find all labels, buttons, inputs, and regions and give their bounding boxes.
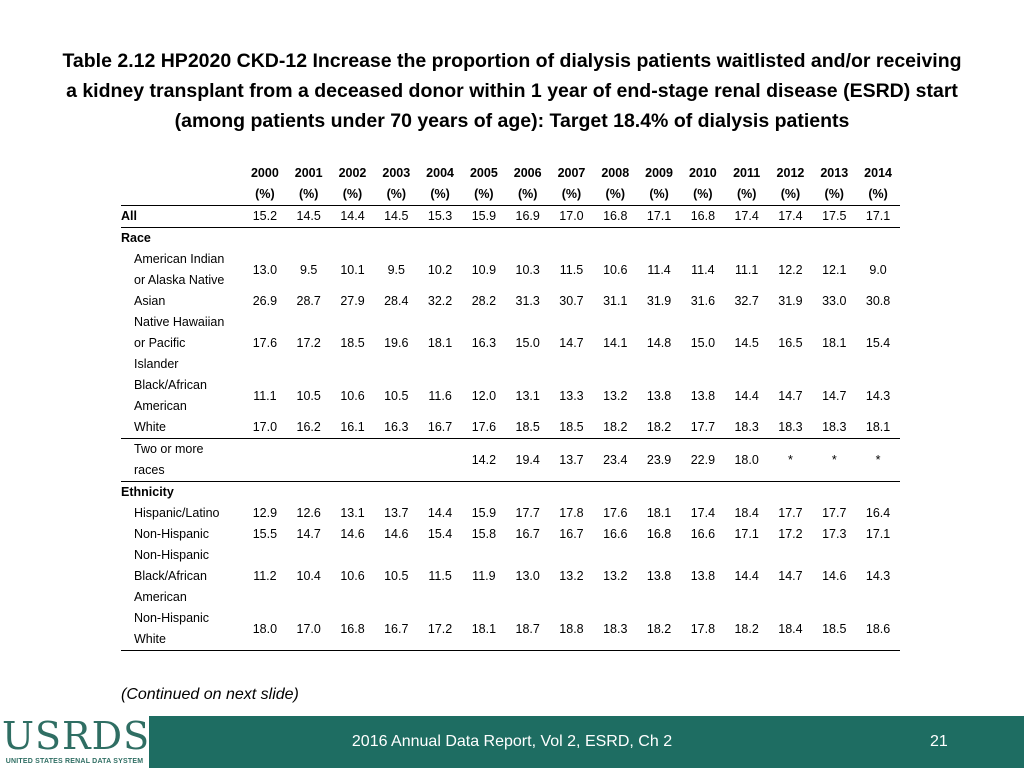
value-cell: 14.4 <box>734 569 759 583</box>
value-cell: 31.3 <box>515 294 540 308</box>
year-header: 2003 <box>382 166 411 180</box>
table-row <box>121 439 900 482</box>
value-cell: * <box>812 439 856 482</box>
year-header: 2009 <box>645 166 673 180</box>
unit-header: (%) <box>462 184 506 206</box>
logo-subtitle: UNITED STATES RENAL DATA SYSTEM <box>5 758 144 765</box>
value-cell: 15.4 <box>865 336 891 350</box>
row-label: American Indian or Alaska Native <box>134 252 225 287</box>
year-header: 2005 <box>469 166 498 180</box>
year-header: 2014 <box>864 166 892 180</box>
value-cell: 14.5 <box>374 206 418 228</box>
value-cell: 10.5 <box>384 569 409 583</box>
value-cell: 18.3 <box>769 417 813 439</box>
value-cell: 15.3 <box>418 206 462 228</box>
value-cell: 28.2 <box>471 294 497 308</box>
row-label: Non-Hispanic <box>134 527 210 541</box>
value-cell: 11.4 <box>691 262 715 277</box>
table-row <box>121 482 900 504</box>
value-cell: 14.6 <box>822 569 847 583</box>
year-header: 2000 <box>250 166 279 180</box>
value-cell: 18.3 <box>593 608 637 651</box>
value-cell <box>331 439 375 482</box>
year-header: 2002 <box>338 166 367 180</box>
value-cell <box>287 439 331 482</box>
value-cell: 14.7 <box>778 388 803 403</box>
table-row <box>121 312 900 375</box>
value-cell <box>243 439 287 482</box>
value-cell: 13.7 <box>384 506 409 520</box>
value-cell: 12.0 <box>471 388 497 403</box>
unit-header: (%) <box>637 184 681 206</box>
value-cell: 14.3 <box>865 569 891 583</box>
row-label: White <box>121 417 243 439</box>
unit-header: (%) <box>287 184 331 206</box>
value-cell: 10.5 <box>296 388 321 403</box>
row-label: Native Hawaiian or Pacific Islander <box>134 315 225 371</box>
value-cell: 14.6 <box>384 527 409 541</box>
value-cell: 19.4 <box>506 439 550 482</box>
value-cell: 13.2 <box>603 569 628 583</box>
value-cell: 17.1 <box>734 527 759 541</box>
value-cell: 31.6 <box>690 294 716 308</box>
value-cell: 32.7 <box>734 294 759 308</box>
value-cell: 17.1 <box>856 206 900 228</box>
table-row <box>121 524 900 545</box>
value-cell: 10.6 <box>340 569 365 583</box>
value-cell: * <box>856 439 900 482</box>
value-cell: 18.5 <box>506 417 550 439</box>
value-cell: 31.1 <box>603 294 628 308</box>
table-body <box>121 206 900 651</box>
value-cell: 16.7 <box>515 527 540 541</box>
row-label: Non-Hispanic White <box>121 608 243 651</box>
value-cell: 16.7 <box>559 527 584 541</box>
row-label: Asian <box>134 294 166 308</box>
value-cell: 14.7 <box>822 388 847 403</box>
value-cell: 32.2 <box>427 294 453 308</box>
unit-header: (%) <box>725 184 769 206</box>
value-cell: 17.4 <box>769 206 813 228</box>
value-cell: 18.5 <box>812 608 856 651</box>
continued-note: (Continued on next slide) <box>121 686 299 703</box>
year-header: 2008 <box>601 166 630 180</box>
value-cell: 9.5 <box>300 262 318 277</box>
value-cell: 13.7 <box>550 439 594 482</box>
value-cell: 17.4 <box>725 206 769 228</box>
value-cell: 11.4 <box>647 262 671 277</box>
value-cell: 17.7 <box>778 506 803 520</box>
value-cell: 14.5 <box>287 206 331 228</box>
value-cell: 13.3 <box>559 388 584 403</box>
unit-header: (%) <box>681 184 725 206</box>
value-cell: 10.2 <box>427 262 453 277</box>
value-cell: 18.5 <box>550 417 594 439</box>
value-cell: 28.7 <box>296 294 321 308</box>
value-cell: 9.0 <box>869 262 887 277</box>
unit-header: (%) <box>374 184 418 206</box>
year-header-row <box>121 163 900 184</box>
value-cell: 14.4 <box>734 388 759 403</box>
value-cell: 13.8 <box>646 569 672 583</box>
value-cell: 16.7 <box>418 417 462 439</box>
page-number: 21 <box>930 733 948 750</box>
value-cell: 13.2 <box>603 388 628 403</box>
year-header: 2010 <box>688 166 717 180</box>
value-cell: 31.9 <box>646 294 672 308</box>
value-cell: 30.7 <box>559 294 584 308</box>
corner-cell <box>121 184 243 206</box>
value-cell: * <box>769 439 813 482</box>
value-cell: 16.8 <box>681 206 725 228</box>
year-header: 2007 <box>557 166 586 180</box>
unit-header: (%) <box>506 184 550 206</box>
value-cell: 14.7 <box>778 569 803 583</box>
value-cell: 17.5 <box>812 206 856 228</box>
value-cell: 27.9 <box>340 294 365 308</box>
table-row <box>121 249 900 291</box>
value-cell: 13.1 <box>340 506 365 520</box>
data-table <box>121 163 900 651</box>
value-cell: 19.6 <box>384 336 409 350</box>
value-cell: 23.4 <box>593 439 637 482</box>
value-cell: 17.7 <box>822 506 847 520</box>
value-cell: 18.2 <box>637 417 681 439</box>
year-header: 2012 <box>776 166 805 180</box>
table-row <box>121 291 900 312</box>
value-cell: 12.1 <box>822 262 847 277</box>
value-cell: 16.3 <box>374 417 418 439</box>
unit-header: (%) <box>331 184 375 206</box>
table-row <box>121 608 900 651</box>
value-cell: 18.2 <box>593 417 637 439</box>
value-cell: 14.8 <box>646 336 672 350</box>
value-cell: 11.1 <box>734 262 759 277</box>
row-label: All <box>121 206 243 228</box>
table-row <box>121 545 900 608</box>
table-row <box>121 228 900 250</box>
row-label: Two or more races <box>121 439 243 482</box>
value-cell: 16.8 <box>593 206 637 228</box>
value-cell: 18.1 <box>646 506 672 520</box>
value-cell: 11.5 <box>428 569 452 583</box>
value-cell: 16.3 <box>471 336 497 350</box>
value-cell: 10.4 <box>296 569 321 583</box>
value-cell: 31.9 <box>778 294 803 308</box>
value-cell: 17.6 <box>603 506 628 520</box>
unit-header: (%) <box>418 184 462 206</box>
value-cell: 18.2 <box>725 608 769 651</box>
value-cell: 30.8 <box>865 294 891 308</box>
value-cell: 18.1 <box>462 608 506 651</box>
value-cell: 12.9 <box>252 506 278 520</box>
unit-header: (%) <box>243 184 287 206</box>
value-cell: 17.7 <box>681 417 725 439</box>
value-cell: 18.3 <box>725 417 769 439</box>
title-line-3: (among patients under 70 years of age): Target 18.4% of dialysis patients <box>174 110 850 132</box>
value-cell: 13.8 <box>690 569 716 583</box>
value-cell: 17.0 <box>550 206 594 228</box>
value-cell: 14.4 <box>331 206 375 228</box>
usrds-logo <box>0 714 149 768</box>
value-cell: 18.1 <box>427 336 453 350</box>
value-cell: 16.6 <box>690 527 716 541</box>
value-cell: 12.2 <box>778 262 803 277</box>
year-header: 2006 <box>513 166 542 180</box>
logo-wordmark: USRDS <box>2 714 151 758</box>
value-cell: 18.2 <box>637 608 681 651</box>
value-cell: 18.0 <box>243 608 287 651</box>
unit-header: (%) <box>812 184 856 206</box>
value-cell: 18.5 <box>340 336 365 350</box>
value-cell: 15.0 <box>515 336 540 350</box>
value-cell: 17.4 <box>690 506 716 520</box>
value-cell: 17.1 <box>865 527 891 541</box>
value-cell: 15.8 <box>471 527 497 541</box>
value-cell: 18.4 <box>734 506 759 520</box>
value-cell: 10.1 <box>340 262 365 277</box>
value-cell: 13.2 <box>559 569 584 583</box>
unit-header: (%) <box>769 184 813 206</box>
value-cell: 10.3 <box>515 262 540 277</box>
value-cell: 18.4 <box>769 608 813 651</box>
year-header: 2013 <box>820 166 849 180</box>
value-cell: 18.1 <box>822 336 847 350</box>
value-cell: 18.3 <box>812 417 856 439</box>
value-cell: 18.8 <box>550 608 594 651</box>
value-cell: 15.4 <box>427 527 453 541</box>
table-row <box>121 503 900 524</box>
unit-header: (%) <box>593 184 637 206</box>
slide-title <box>0 46 1024 136</box>
value-cell: 17.2 <box>418 608 462 651</box>
unit-header: (%) <box>856 184 900 206</box>
value-cell: 17.3 <box>822 527 847 541</box>
row-label: Black/African American <box>134 378 207 413</box>
value-cell: 16.8 <box>646 527 672 541</box>
footer-bar <box>0 716 1024 768</box>
value-cell: 10.9 <box>471 262 497 277</box>
value-cell: 26.9 <box>252 294 278 308</box>
table-row <box>121 206 900 228</box>
value-cell: 33.0 <box>822 294 847 308</box>
value-cell: 17.8 <box>559 506 584 520</box>
value-cell: 16.6 <box>603 527 628 541</box>
value-cell: 13.0 <box>515 569 540 583</box>
value-cell: 11.6 <box>428 388 452 403</box>
value-cell: 10.6 <box>603 262 628 277</box>
value-cell: 14.4 <box>427 506 453 520</box>
unit-header-row <box>121 184 900 206</box>
value-cell: 12.6 <box>296 506 321 520</box>
value-cell: 14.2 <box>462 439 506 482</box>
value-cell: 15.0 <box>690 336 716 350</box>
value-cell: 16.8 <box>331 608 375 651</box>
value-cell: 17.6 <box>462 417 506 439</box>
value-cell: 13.1 <box>515 388 540 403</box>
value-cell: 11.1 <box>253 388 277 403</box>
value-cell: 14.3 <box>865 388 891 403</box>
title-line-1: Table 2.12 HP2020 CKD-12 Increase the proportion of dialysis patients waitlisted and/or receiving <box>62 50 962 72</box>
corner-cell <box>121 163 243 184</box>
value-cell: 11.9 <box>472 569 496 583</box>
row-label: Hispanic/Latino <box>134 506 220 520</box>
value-cell: 16.5 <box>778 336 803 350</box>
value-cell: 17.7 <box>515 506 540 520</box>
year-header: 2004 <box>426 166 454 180</box>
value-cell <box>374 439 418 482</box>
value-cell: 17.0 <box>287 608 331 651</box>
value-cell: 16.1 <box>331 417 375 439</box>
value-cell: 16.7 <box>374 608 418 651</box>
value-cell: 16.4 <box>865 506 891 520</box>
value-cell: 13.8 <box>646 388 672 403</box>
value-cell: 15.9 <box>462 206 506 228</box>
unit-header: (%) <box>550 184 594 206</box>
value-cell: 18.7 <box>506 608 550 651</box>
row-label: Non-Hispanic Black/African American <box>134 548 210 604</box>
value-cell <box>418 439 462 482</box>
value-cell: 15.9 <box>471 506 497 520</box>
value-cell: 17.2 <box>296 336 321 350</box>
value-cell: 10.6 <box>340 388 365 403</box>
section-header: Ethnicity <box>121 485 174 499</box>
report-title: 2016 Annual Data Report, Vol 2, ESRD, Ch 2 <box>351 733 673 750</box>
table-row <box>121 375 900 417</box>
value-cell: 11.5 <box>559 262 584 277</box>
value-cell: 23.9 <box>637 439 681 482</box>
title-line-2: a kidney transplant from a deceased donor within 1 year of end-stage renal disease (ESRD) start <box>66 80 958 102</box>
value-cell: 17.1 <box>637 206 681 228</box>
section-header: Race <box>121 231 151 245</box>
value-cell: 14.7 <box>559 336 584 350</box>
value-cell: 17.2 <box>778 527 803 541</box>
value-cell: 28.4 <box>384 294 409 308</box>
value-cell: 13.8 <box>690 388 716 403</box>
value-cell: 18.6 <box>856 608 900 651</box>
table-row <box>121 417 900 439</box>
value-cell: 18.1 <box>856 417 900 439</box>
value-cell: 14.7 <box>296 527 321 541</box>
value-cell: 17.8 <box>681 608 725 651</box>
value-cell: 16.9 <box>506 206 550 228</box>
value-cell: 14.1 <box>603 336 628 350</box>
value-cell: 15.5 <box>252 527 278 541</box>
value-cell: 15.2 <box>243 206 287 228</box>
value-cell: 18.0 <box>725 439 769 482</box>
value-cell: 16.2 <box>287 417 331 439</box>
value-cell: 22.9 <box>681 439 725 482</box>
year-header: 2011 <box>733 166 761 180</box>
value-cell: 17.0 <box>243 417 287 439</box>
value-cell: 9.5 <box>387 262 405 277</box>
value-cell: 10.5 <box>384 388 409 403</box>
value-cell: 14.6 <box>340 527 365 541</box>
value-cell: 17.6 <box>252 336 278 350</box>
value-cell: 13.0 <box>252 262 278 277</box>
value-cell: 11.2 <box>253 569 277 583</box>
value-cell: 14.5 <box>734 336 759 350</box>
year-header: 2001 <box>294 166 323 180</box>
